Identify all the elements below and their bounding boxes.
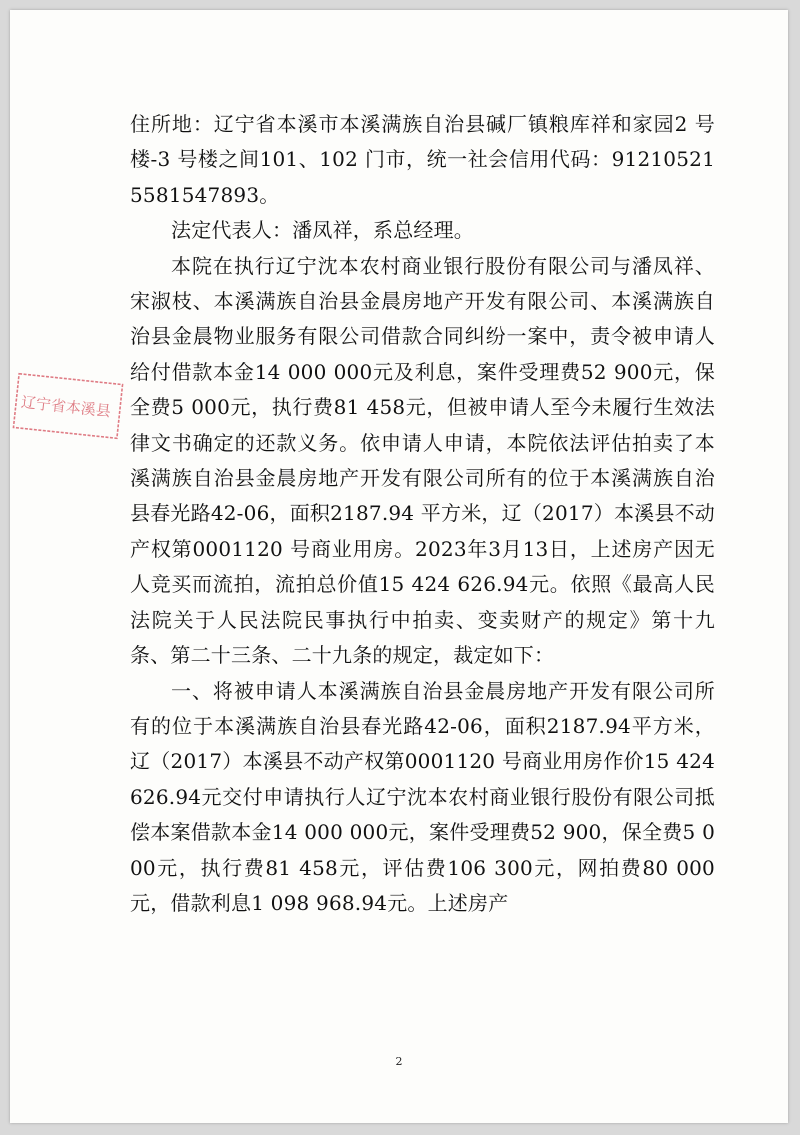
paragraph-case-background: 本院在执行辽宁沈本农村商业银行股份有限公司与潘凤祥、宋淑枝、本溪满族自治县金晨房地产开发有限公司、本溪满族自治县金晨物业服务有限公司借款合同纠纷一案中，责令被申请人给付借款本金14 000 000元及利息，案件受理费52 900元，保全费5 000元，执行费81 458元，但被申请人至今未履行生效法律文书确定的还款义务。依申请人申请，本院依法评估拍卖了本溪满族自治县金晨房地产开发有限公司所有的位于本溪满族自治县春光路42-06，面积2187.94 平方米，辽（2017）本溪县不动产权第0001120 号商业用房。2023年3月13日，上述房产因无人竞买而流拍，流拍总价值15 424 626.94元。依照《最高人民法院关于人民法院民事执行中拍卖、变卖财产的规定》第十九条、第二十三条、二十九条的规定，裁定如下：: [130, 253, 715, 668]
paragraph-ruling-item-one: 一、将被申请人本溪满族自治县金晨房地产开发有限公司所有的位于本溪满族自治县春光路42-06，面积2187.94平方米，辽（2017）本溪县不动产权第0001120 号商业用房作价15 424 626.94元交付申请执行人辽宁沈本农村商业银行股份有限公司抵偿本案借款本金14 000 000元，案件受理费52 900，保全费5 000元，执行费81 458元，评估费106 300元，网拍费80 000元，借款利息1 098 968.94元。上述房产: [130, 678, 715, 915]
svg-text:辽宁省本溪县: 辽宁省本溪县: [20, 393, 112, 421]
paragraph-legal-representative: 法定代表人：潘凤祥，系总经理。: [171, 218, 474, 243]
document-page: [10, 10, 788, 1123]
red-seal-stamp: [10, 369, 126, 442]
page-number: 2: [395, 1055, 403, 1068]
paragraph-address: 住所地：辽宁省本溪市本溪满族自治县碱厂镇粮库祥和家园2 号楼-3 号楼之间101、102 门市，统一社会信用代码：912105215581547893。: [130, 112, 715, 207]
document-body: [130, 107, 715, 921]
